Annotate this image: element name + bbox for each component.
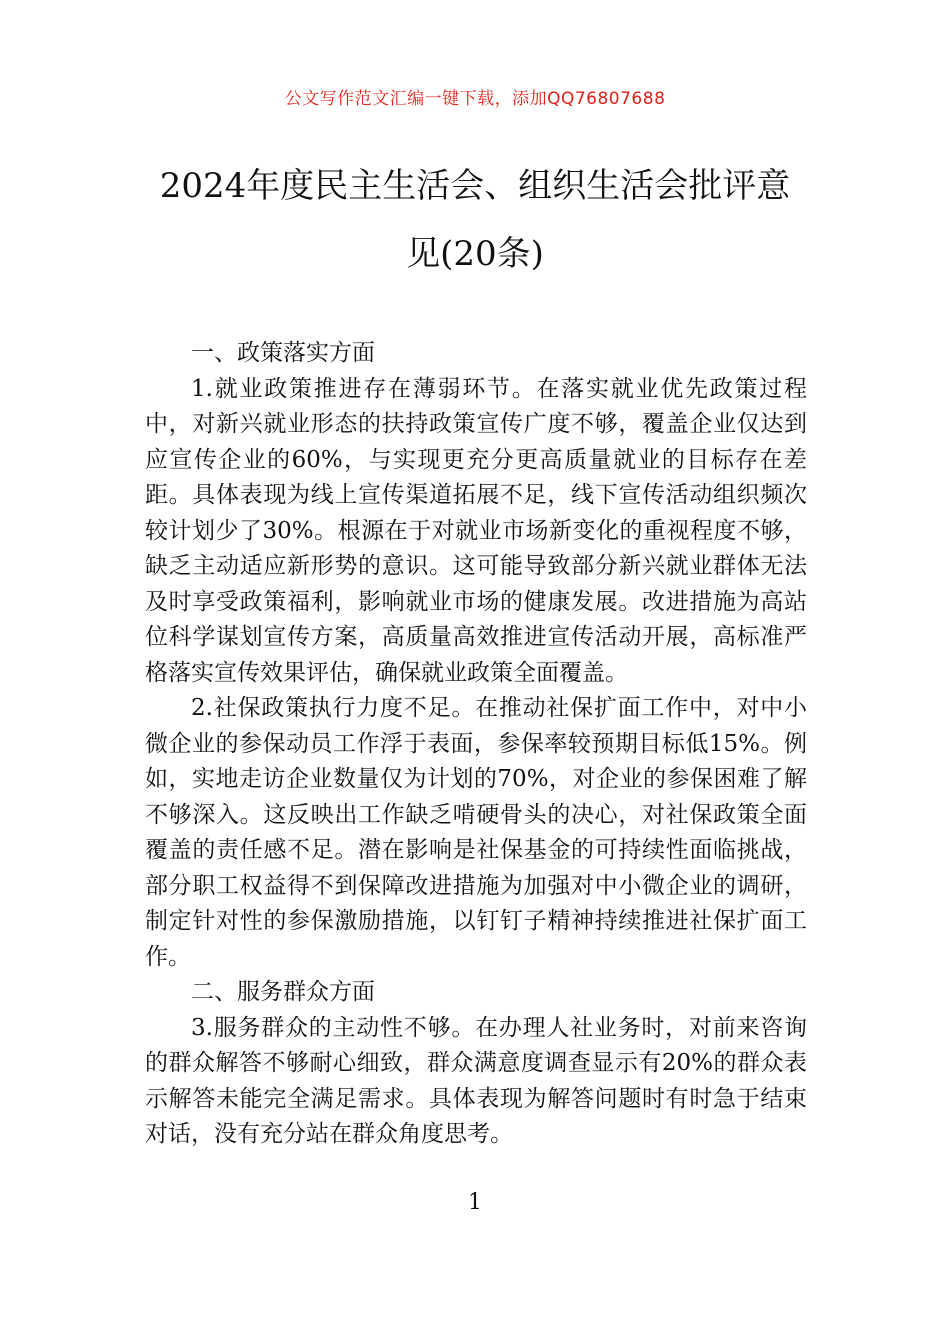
section-heading: 二、服务群众方面: [191, 979, 375, 1005]
watermark-header[interactable]: 公文写作范文汇编一键下载，添加QQ76807688: [284, 89, 666, 109]
paragraph-item-3: 3.服务群众的主动性不够。在办理人社业务时，对前来咨询的群众解答不够耐心细致，群众满意度调查显示有20%的群众表示解答未能完全满足需求。具体表现为解答问题时有时急于结束对话，没有充分站在群众角度思考。: [145, 1014, 807, 1147]
document-title: [130, 152, 820, 288]
document-body: [145, 336, 807, 1153]
title-line-2: 见(20条): [406, 234, 544, 274]
paragraph-item-1: 1.就业政策推进存在薄弱环节。在落实就业优先政策过程中，对新兴就业形态的扶持政策宣传广度不够，覆盖企业仅达到应宣传企业的60%，与实现更充分更高质量就业的目标存在差距。具体表现为线上宣传渠道拓展不足，线下宣传活动组织频次较计划少了30%。根源在于对就业市场新变化的重视程度不够，缺乏主动适应新形势的意识。这可能导致部分新兴就业群体无法及时享受政策福利，影响就业市场的健康发展。改进措施为高站位科学谋划宣传方案，高质量高效推进宣传活动开展，高标准严格落实宣传效果评估，确保就业政策全面覆盖。: [145, 375, 807, 686]
section-heading: 一、政策落实方面: [191, 340, 375, 366]
paragraph-item-2: 2.社保政策执行力度不足。在推动社保扩面工作中，对中小微企业的参保动员工作浮于表面，参保率较预期目标低15%。例如，实地走访企业数量仅为计划的70%，对企业的参保困难了解不够深入。这反映出工作缺乏啃硬骨头的决心，对社保政策全面覆盖的责任感不足。潜在影响是社保基金的可持续性面临挑战，部分职工权益得不到保障改进措施为加强对中小微企业的调研，制定针对性的参保激励措施，以钉钉子精神持续推进社保扩面工作。: [145, 695, 807, 970]
title-line-1: 2024年度民主生活会、组织生活会批评意: [159, 166, 791, 206]
page-number: 1: [468, 1190, 482, 1215]
